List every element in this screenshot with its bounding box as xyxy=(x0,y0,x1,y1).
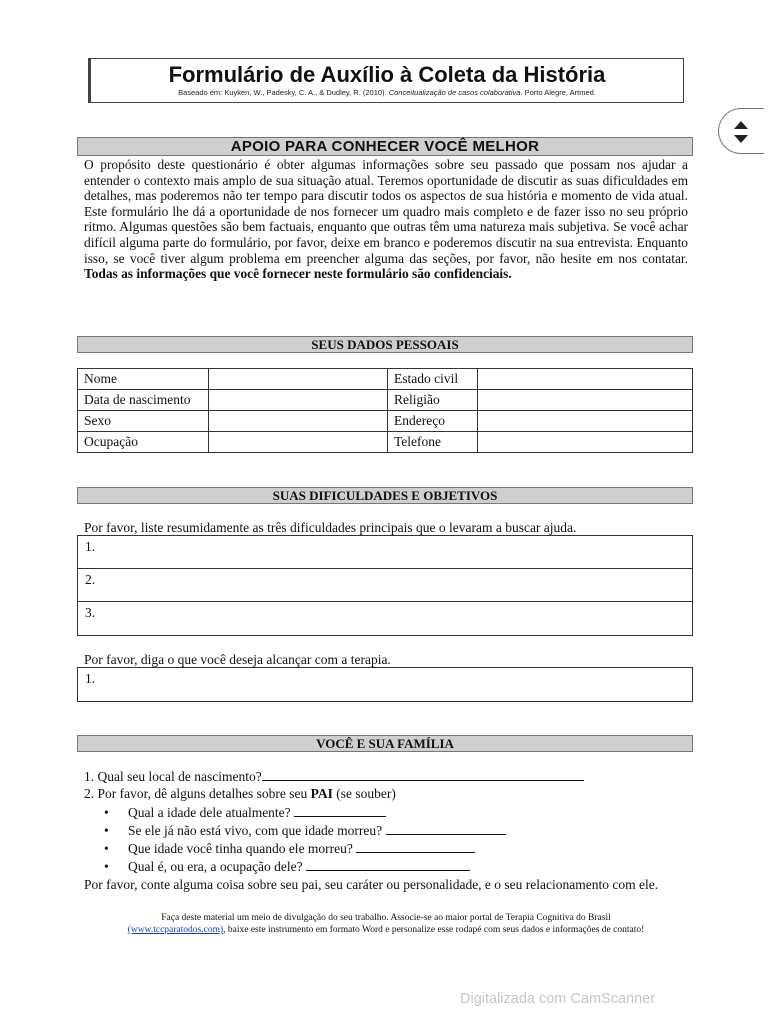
citation-prefix: Baseado em: Kuyken, W., Padesky, C. A., & Dudley, R. (2010). xyxy=(178,88,389,97)
label-marital-status: Estado civil xyxy=(388,369,478,390)
footer-note xyxy=(92,912,680,936)
family-questions xyxy=(84,767,692,893)
father-label: PAI xyxy=(310,786,333,802)
document-title-box xyxy=(88,58,684,103)
therapy-goal-field[interactable]: 1. xyxy=(77,667,693,702)
religion-field[interactable] xyxy=(478,390,693,411)
address-field[interactable] xyxy=(478,411,693,432)
father-occupation-question: Qual é, ou era, a ocupação dele? xyxy=(128,859,303,875)
document-title: Formulário de Auxílio à Coleta da História xyxy=(168,62,606,87)
birth-date-field[interactable] xyxy=(209,390,388,411)
difficulties-answer-box xyxy=(77,535,693,636)
bullet-icon: • xyxy=(104,859,109,875)
sex-field[interactable] xyxy=(209,411,388,432)
father-death-age-blank[interactable] xyxy=(386,821,506,835)
intro-confidential-note: Todas as informações que você fornecer neste formulário são confidenciais. xyxy=(84,266,512,282)
label-occupation: Ocupação xyxy=(78,432,209,453)
bullet-icon: • xyxy=(104,822,109,838)
citation-suffix: . Porto Alegre, Artmed. xyxy=(520,88,596,97)
phone-field[interactable] xyxy=(478,432,693,453)
label-phone: Telefone xyxy=(388,432,478,453)
portal-link[interactable]: (www.tccparatodos.com) xyxy=(127,925,224,935)
scanner-watermark: Digitalizada com CamScanner xyxy=(460,991,656,1007)
personal-data-table xyxy=(77,368,693,453)
section-heading-personal: SEUS DADOS PESSOAIS xyxy=(77,336,693,353)
label-religion: Religião xyxy=(388,390,478,411)
label-address: Endereço xyxy=(388,411,478,432)
therapy-goal-prompt: Por favor, diga o que você deseja alcançar com a terapia. xyxy=(84,652,391,667)
table-row xyxy=(78,390,693,411)
name-field[interactable] xyxy=(209,369,388,390)
birthplace-question-text: 1. Qual seu local de nascimento? xyxy=(84,769,262,784)
list-item xyxy=(84,857,692,875)
list-item xyxy=(84,803,692,821)
bullet-icon: • xyxy=(104,804,109,820)
difficulty-field-2[interactable]: 2. xyxy=(78,569,692,602)
page-nav-widget xyxy=(718,108,764,154)
footer-line-1: Faça deste material um meio de divulgação do seu trabalho. Associe-se ao maior portal de Terapia Cognitiva do Brasil xyxy=(161,913,611,923)
intro-text: O propósito deste questionário é obter algumas informações sobre seu passado que possam nos ajudar a entender o contexto mais amplo de sua situação atual. Teremos oportunidade de discutir as suas dificuldades em detalhes, mas poderemos não ter tempo para discutir todos os aspectos de sua história e momento de vida atual. Este formulário lhe dá a oportunidade de nos fornecer um quadro mais completo e de fazer isso no seu próprio ritmo. Algumas questões são bem factuais, enquanto que outras têm uma natureza mais subjetiva. Se você achar difícil alguma parte do formulário, por favor, deixe em branco e poderemos discutir na sua entrevista. Enquanto isso, se você tiver algum problema em preencher alguma das seções, por favor, não hesite em nos contatar. xyxy=(84,157,688,266)
father-age-blank[interactable] xyxy=(294,803,386,817)
label-name: Nome xyxy=(78,369,209,390)
section-heading-difficulties: SUAS DIFICULDADES E OBJETIVOS xyxy=(77,487,693,504)
father-occupation-blank[interactable] xyxy=(306,857,470,871)
scroll-up-arrow-icon[interactable] xyxy=(734,121,748,129)
occupation-field[interactable] xyxy=(209,432,388,453)
table-row xyxy=(78,411,693,432)
birthplace-question xyxy=(84,767,692,785)
list-item xyxy=(84,839,692,857)
list-item xyxy=(84,821,692,839)
difficulty-field-1[interactable]: 1. xyxy=(78,536,692,569)
intro-paragraph xyxy=(84,157,688,282)
father-details-question xyxy=(84,785,692,802)
citation-italic: Conceitualização de casos colaborativa xyxy=(388,88,521,97)
table-row xyxy=(78,432,693,453)
father-relationship-prompt: Por favor, conte alguma coisa sobre seu pai, seu caráter ou personalidade, e o seu relacionamento com ele. xyxy=(84,876,659,892)
scroll-down-arrow-icon[interactable] xyxy=(734,135,748,143)
birthplace-blank[interactable] xyxy=(262,767,584,781)
document-citation xyxy=(91,88,683,98)
father-question-suffix: (se souber) xyxy=(332,786,396,802)
marital-status-field[interactable] xyxy=(478,369,693,390)
father-age-question: Qual a idade dele atualmente? xyxy=(128,804,291,820)
difficulty-field-3[interactable]: 3. xyxy=(85,605,96,620)
own-age-at-death-question: Que idade você tinha quando ele morreu? xyxy=(128,841,353,857)
father-question-prefix: 2. Por favor, dê alguns detalhes sobre seu xyxy=(84,786,311,802)
table-row xyxy=(78,369,693,390)
footer-line-2: , baixe este instrumento em formato Word e personalize esse rodapé com seus dados e informações de contato! xyxy=(223,925,645,935)
difficulties-prompt: Por favor, liste resumidamente as três dificuldades principais que o levaram a buscar ajuda. xyxy=(84,520,577,535)
section-heading-intro: APOIO PARA CONHECER VOCÊ MELHOR xyxy=(77,137,693,156)
father-death-age-question: Se ele já não está vivo, com que idade morreu? xyxy=(128,822,383,838)
section-heading-family: VOCÊ E SUA FAMÍLIA xyxy=(77,735,693,752)
bullet-icon: • xyxy=(104,841,109,857)
label-sex: Sexo xyxy=(78,411,209,432)
label-birth-date: Data de nascimento xyxy=(78,390,209,411)
own-age-at-death-blank[interactable] xyxy=(356,839,475,853)
